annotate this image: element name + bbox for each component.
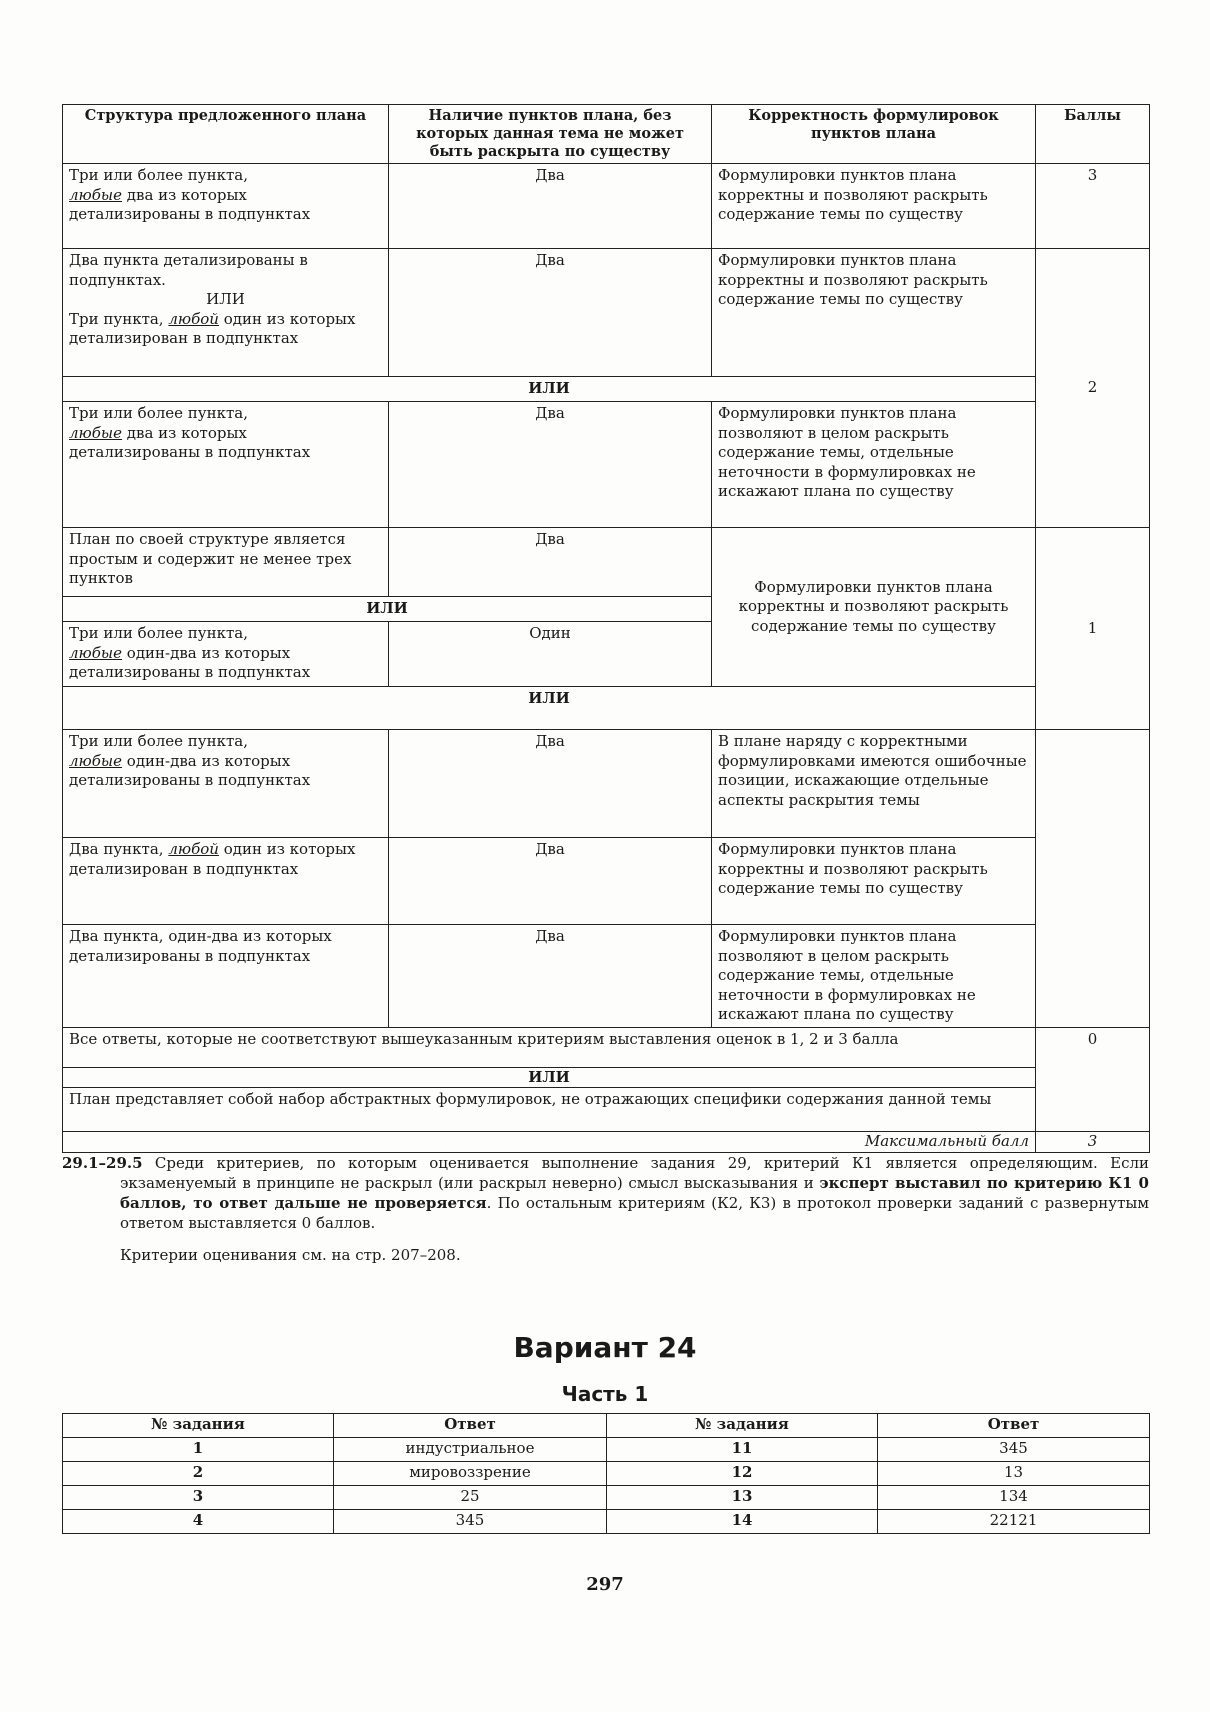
header-points: Наличие пунктов плана, без которых данная тема не может быть раскрыта по существу (389, 105, 712, 164)
text: один-два из которых детализированы в подпунктах (69, 751, 311, 789)
task-number: 2 (63, 1462, 334, 1486)
table-row (63, 1486, 1150, 1510)
answers-header-row (63, 1414, 1150, 1438)
grading-note (62, 1153, 1149, 1265)
points-cell: Два (389, 925, 712, 1028)
correctness-cell: Формулировки пунктов плана корректны и позволяют раскрыть содержание темы по существу (712, 249, 1036, 377)
header-answer: Ответ (334, 1414, 607, 1438)
or-row: ИЛИ (63, 1067, 1036, 1088)
header-task: № задания (607, 1414, 878, 1438)
or-row: ИЛИ (63, 597, 712, 622)
text: два из которых детализированы в подпунктах (69, 423, 311, 461)
text: Три или более пункта, (69, 624, 248, 642)
emphasis: любой (168, 309, 219, 328)
structure-cell (63, 249, 389, 377)
points-cell: Два (389, 528, 712, 597)
answer: 25 (334, 1486, 607, 1510)
text: один из которых детализирован в подпунктах (69, 840, 356, 878)
emphasis: любой (168, 840, 219, 858)
table-row (63, 838, 1150, 925)
text: один-два из которых детализированы в подпунктах (69, 643, 311, 681)
table-row (63, 164, 1150, 249)
table-row (63, 249, 1150, 377)
table-row (63, 925, 1150, 1028)
score-cell: 0 (1036, 1027, 1150, 1132)
task-number: 14 (607, 1510, 878, 1534)
points-cell: Два (389, 730, 712, 838)
emphasis: любые (69, 423, 123, 442)
page-number: 297 (586, 1574, 624, 1595)
structure-cell (63, 402, 389, 528)
structure-cell (63, 622, 389, 687)
note-paragraph (62, 1153, 1149, 1233)
answer: 345 (878, 1438, 1150, 1462)
table-row (63, 1462, 1150, 1486)
part-title: Часть 1 (561, 1382, 649, 1406)
criteria-header-row (63, 105, 1150, 164)
correctness-cell: Формулировки пунктов плана корректны и позволяют раскрыть содержание темы по существу (712, 528, 1036, 687)
correctness-cell: В плане наряду с корректными формулировками имеются ошибочные позиции, искажающие отдельные аспекты раскрытия темы (712, 730, 1036, 838)
text: Два пункта детализированы в подпунктах. (69, 251, 308, 289)
points-cell: Два (389, 164, 712, 249)
note-bold: эксперт выставил по критерию К1 0 баллов, то ответ дальше не проверяется (120, 1174, 1149, 1212)
header-task: № задания (63, 1414, 334, 1438)
emphasis: любые (69, 185, 123, 204)
score-cell: 2 (1036, 249, 1150, 528)
criteria-reference: Критерии оценивания см. на стр. 207–208. (120, 1246, 461, 1264)
task-number: 3 (63, 1486, 334, 1510)
task-number: 13 (607, 1486, 878, 1510)
score-cell: 1 (1036, 528, 1150, 730)
table-row (63, 1027, 1150, 1067)
correctness-cell: Формулировки пунктов плана корректны и позволяют раскрыть содержание темы по существу (712, 838, 1036, 925)
header-score: Баллы (1036, 105, 1150, 164)
emphasis: любые (69, 643, 123, 662)
score-cell: 3 (1036, 164, 1150, 249)
variant-title: Вариант 24 (513, 1331, 697, 1364)
text: Три или более пункта, (69, 166, 248, 184)
table-row (63, 1088, 1150, 1132)
answer: индустриальное (334, 1438, 607, 1462)
text: Три или более пункта, (69, 732, 248, 750)
task-number: 1 (63, 1438, 334, 1462)
or-label: ИЛИ (206, 290, 245, 308)
correctness-cell: Формулировки пунктов плана позволяют в целом раскрыть содержание темы, отдельные неточности в формулировках не искажают плана по существу (712, 925, 1036, 1028)
table-row (63, 1438, 1150, 1462)
criteria-table (62, 104, 1150, 1153)
answer: 13 (878, 1462, 1150, 1486)
text: Три или более пункта, (69, 404, 248, 422)
answers-table (62, 1413, 1150, 1534)
structure-cell: Два пункта, один-два из которых детализированы в подпунктах (63, 925, 389, 1028)
header-structure: Структура предложенного плана (63, 105, 389, 164)
or-row: ИЛИ (63, 377, 1036, 402)
text: . По остальным критериям (К2, К3) в протокол проверки заданий с развернутым ответом выставляется 0 баллов. (120, 1194, 1150, 1232)
note-lead: 29.1–29.5 (62, 1154, 143, 1172)
zero-criteria-a: Все ответы, которые не соответствуют вышеуказанным критериям выставления оценок в 1, 2 и 3 балла (63, 1027, 1036, 1067)
text: один из которых детализирован в подпунктах (69, 309, 356, 347)
max-score-label: Максимальный балл (63, 1132, 1036, 1153)
text: Два пункта, (69, 840, 169, 858)
task-number: 4 (63, 1510, 334, 1534)
task-number: 11 (607, 1438, 878, 1462)
or-row: ИЛИ (63, 687, 1036, 730)
max-score-value: 3 (1036, 1132, 1150, 1153)
text: Три пункта, (69, 309, 169, 328)
text: Среди критериев, по которым оценивается выполнение задания 29, критерий К1 является определяющим. Если экзаменуемый в принципе не раскрыл (или раскрыл неверно) смысл высказывания и (120, 1154, 1149, 1192)
emphasis: любые (69, 751, 123, 770)
header-answer: Ответ (878, 1414, 1150, 1438)
structure-cell (63, 730, 389, 838)
correctness-cell: Формулировки пунктов плана позволяют в целом раскрыть содержание темы, отдельные неточности в формулировках не искажают плана по существу (712, 402, 1036, 528)
zero-criteria-b: План представляет собой набор абстрактных формулировок, не отражающих специфики содержания данной темы (63, 1088, 1036, 1132)
table-row (63, 1510, 1150, 1534)
max-score-row (63, 1132, 1150, 1153)
structure-cell: План по своей структуре является простым и содержит не менее трех пунктов (63, 528, 389, 597)
table-row (63, 402, 1150, 528)
structure-cell (63, 838, 389, 925)
table-row (63, 528, 1150, 597)
score-cell-empty (1036, 730, 1150, 1028)
points-cell: Два (389, 402, 712, 528)
structure-cell (63, 164, 389, 249)
answer: мировоззрение (334, 1462, 607, 1486)
header-correctness: Корректность формулировок пунктов плана (712, 105, 1036, 164)
answer: 134 (878, 1486, 1150, 1510)
points-cell: Один (389, 622, 712, 687)
table-row (63, 730, 1150, 838)
points-cell: Два (389, 249, 712, 377)
task-number: 12 (607, 1462, 878, 1486)
text: два из которых детализированы в подпунктах (69, 185, 311, 223)
points-cell: Два (389, 838, 712, 925)
answer: 22121 (878, 1510, 1150, 1534)
answer: 345 (334, 1510, 607, 1534)
correctness-cell: Формулировки пунктов плана корректны и позволяют раскрыть содержание темы по существу (712, 164, 1036, 249)
